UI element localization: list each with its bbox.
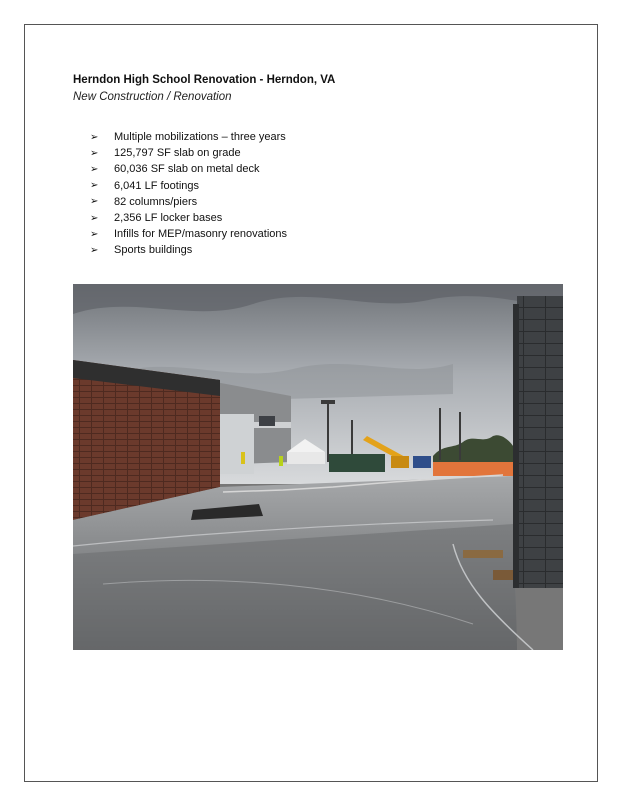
photo-illustration — [73, 284, 563, 650]
project-subtitle: New Construction / Renovation — [73, 91, 232, 103]
safety-fence — [433, 462, 513, 476]
construction-site-photo — [73, 284, 563, 650]
light-pole — [439, 408, 441, 460]
wall-opening — [220, 414, 254, 474]
project-title: Herndon High School Renovation - Herndon, VA — [73, 74, 336, 86]
arrow-bullet-icon: ➢ — [90, 163, 99, 175]
scope-bullet-list — [90, 129, 287, 259]
bullet-item — [90, 145, 287, 161]
block-wall — [517, 296, 563, 588]
arrow-bullet-icon: ➢ — [90, 131, 99, 143]
bullet-text: 6,041 LF footings — [114, 179, 200, 192]
workers — [241, 452, 245, 464]
bullet-item — [90, 194, 287, 210]
white-tent — [287, 452, 325, 464]
bullet-item — [90, 129, 287, 145]
bullet-item — [90, 178, 287, 194]
bullet-text: Multiple mobilizations – three years — [114, 131, 286, 144]
arrow-bullet-icon: ➢ — [90, 196, 99, 208]
bullet-text: 125,797 SF slab on grade — [114, 147, 241, 160]
light-pole — [327, 402, 329, 462]
workers — [279, 456, 283, 466]
bullet-text: Infills for MEP/masonry renovations — [114, 228, 288, 241]
arrow-bullet-icon: ➢ — [90, 212, 99, 224]
building-window — [259, 416, 275, 426]
bullet-text: Sports buildings — [114, 244, 193, 257]
arrow-bullet-icon: ➢ — [90, 147, 99, 159]
light-pole — [459, 412, 461, 460]
bullet-item — [90, 242, 287, 258]
block-wall-edge — [513, 304, 519, 588]
arrow-bullet-icon: ➢ — [90, 228, 99, 240]
crane-body — [391, 456, 409, 468]
bullet-item — [90, 161, 287, 177]
bullet-text: 82 columns/piers — [114, 195, 198, 208]
wood-pallet — [463, 550, 503, 558]
bullet-text: 60,036 SF slab on metal deck — [114, 163, 260, 176]
bullet-item — [90, 210, 287, 226]
bullet-text: 2,356 LF locker bases — [114, 212, 223, 225]
green-dumpster — [329, 454, 385, 472]
arrow-bullet-icon: ➢ — [90, 244, 99, 256]
light-pole — [321, 400, 335, 404]
arrow-bullet-icon: ➢ — [90, 180, 99, 192]
bullet-item — [90, 226, 287, 242]
blue-truck — [413, 456, 431, 468]
